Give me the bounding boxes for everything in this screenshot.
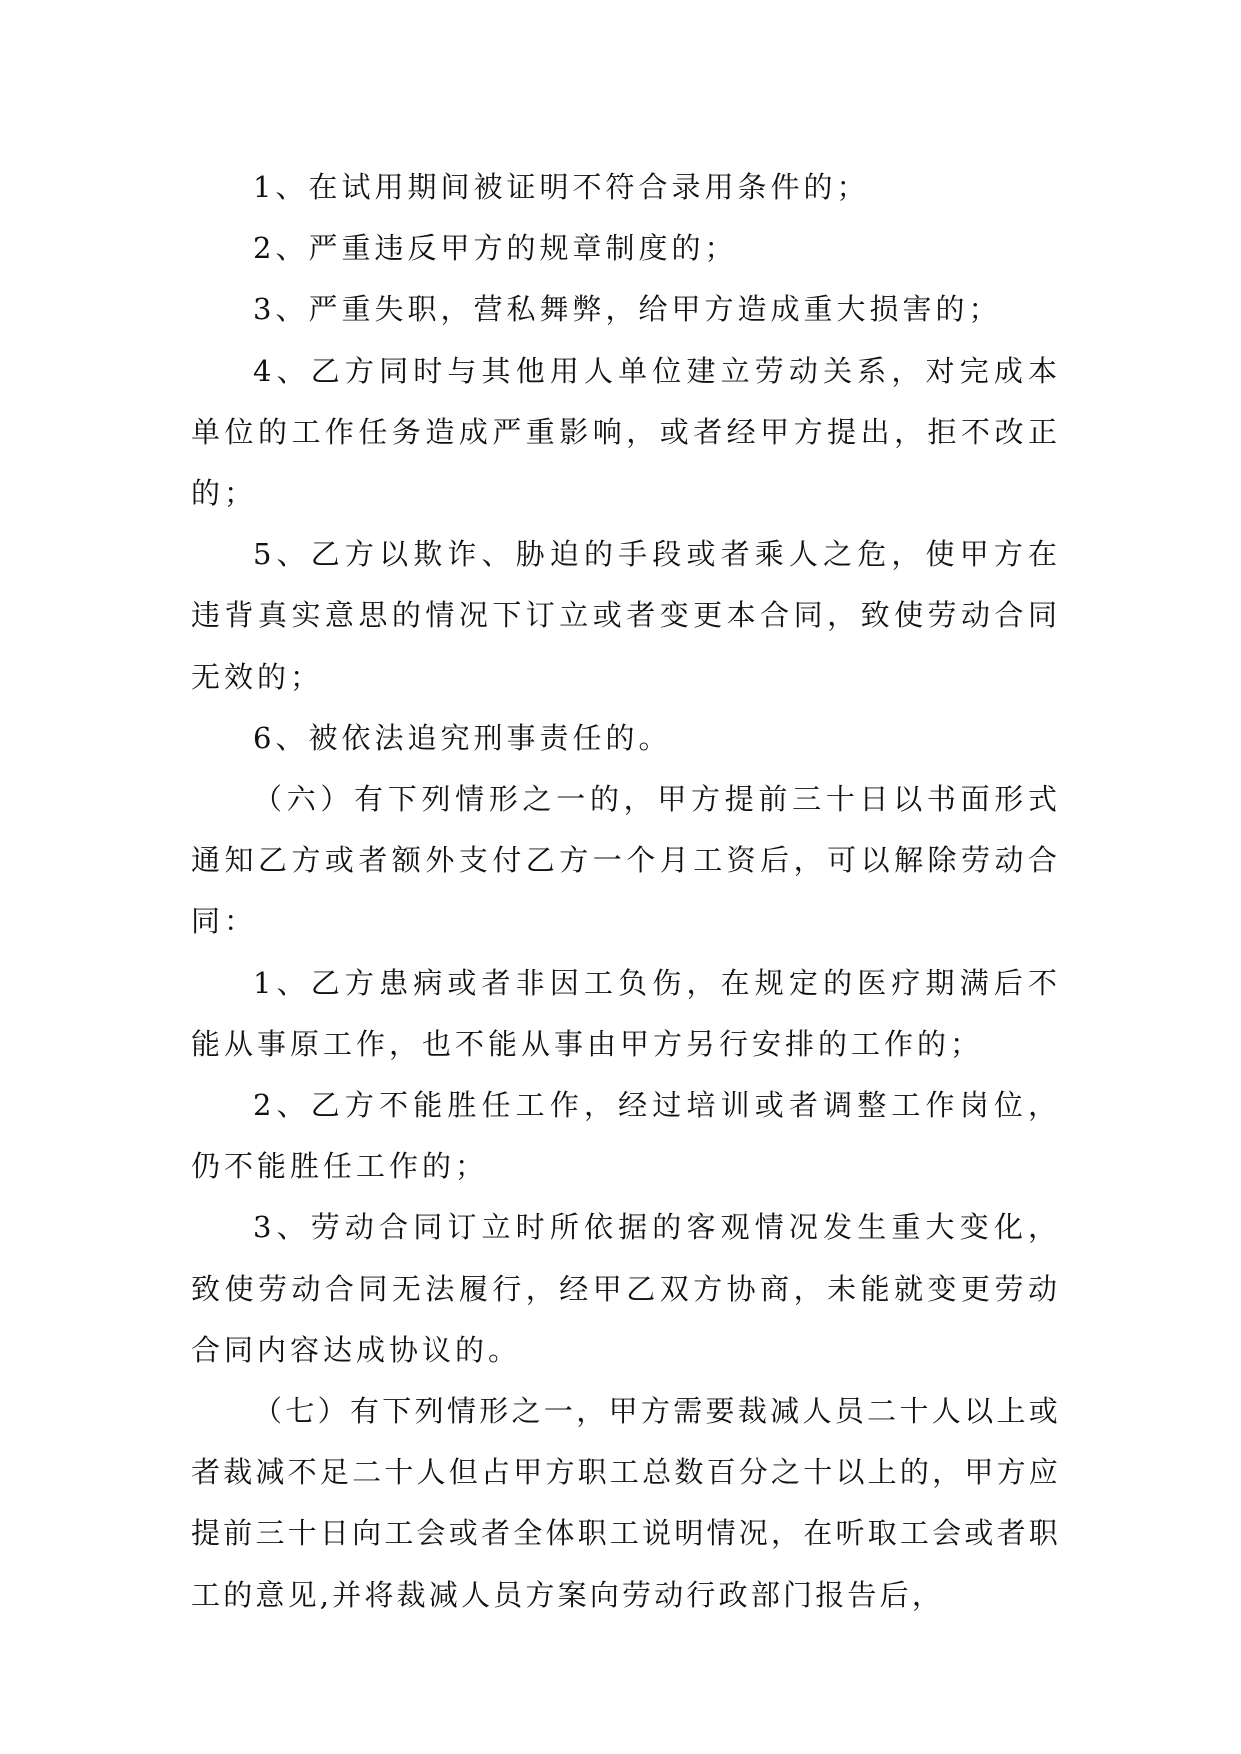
clause-2-rules-violation: 2、严重违反甲方的规章制度的； — [253, 231, 738, 266]
clause-2-incompetence: 2、乙方不能胜任工作，经过培训或者调整工作岗位，仍不能胜任工作的； — [191, 1088, 1061, 1184]
clause-4-dual-employment: 4、乙方同时与其他用人单位建立劳动关系，对完成本单位的工作任务造成严重影响，或者经甲方提出，拒不改正的； — [191, 353, 1061, 511]
section-6-notice-termination: （六）有下列情形之一的，甲方提前三十日以书面形式通知乙方或者额外支付乙方一个月工资后，可以解除劳动合同： — [191, 782, 1061, 939]
clause-1-illness: 1、乙方患病或者非因工负伤，在规定的医疗期满后不能从事原工作，也不能从事由甲方另行安排的工作的； — [191, 965, 1061, 1061]
clause-3-negligence: 3、严重失职，营私舞弊，给甲方造成重大损害的； — [253, 292, 1002, 327]
clause-6-criminal: 6、被依法追究刑事责任的。 — [253, 720, 672, 755]
clause-3-circumstance-change: 3、劳动合同订立时所依据的客观情况发生重大变化，致使劳动合同无法履行，经甲乙双方协商，未能就变更劳动合同内容达成协议的。 — [191, 1210, 1061, 1367]
section-7-layoffs: （七）有下列情形之一，甲方需要裁减人员二十人以上或者裁减不足二十人但占甲方职工总数百分之十以上的，甲方应提前三十日向工会或者全体职工说明情况，在听取工会或者职工的意见,并将裁减人员方案向劳动行政部门报告后， — [191, 1394, 1061, 1612]
document-body — [191, 157, 1061, 1626]
clause-1-probation: 1、在试用期间被证明不符合录用条件的； — [253, 170, 870, 204]
clause-5-fraud: 5、乙方以欺诈、胁迫的手段或者乘人之危，使甲方在违背真实意思的情况下订立或者变更本合同，致使劳动合同无效的； — [191, 537, 1061, 694]
